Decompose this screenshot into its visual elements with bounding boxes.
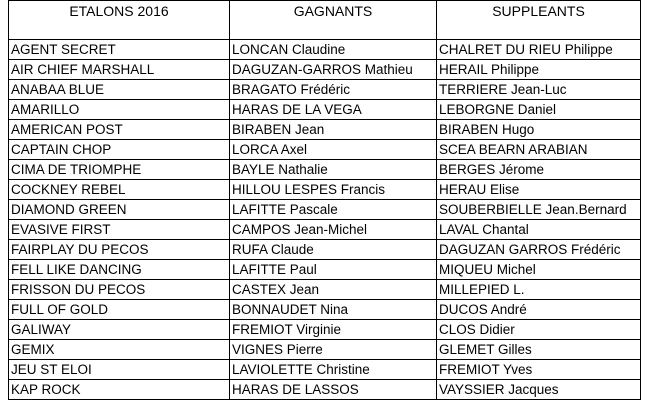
- cell-suppleant: DUCOS André: [437, 300, 641, 320]
- table-row: [9, 280, 641, 300]
- cell-suppleant: SCEA BEARN ARABIAN: [437, 140, 641, 160]
- cell-etalon: COCKNEY REBEL: [9, 180, 230, 200]
- table-row: [9, 200, 641, 220]
- cell-etalon: AGENT SECRET: [9, 40, 230, 60]
- table-row: [9, 220, 641, 240]
- cell-etalon: ANABAA BLUE: [9, 80, 230, 100]
- cell-gagnant: HILLOU LESPES Francis: [230, 180, 437, 200]
- cell-suppleant: FREMIOT Yves: [437, 360, 641, 380]
- header-gagnants: GAGNANTS: [230, 1, 437, 40]
- cell-gagnant: CASTEX Jean: [230, 280, 437, 300]
- cell-gagnant: BRAGATO Frédéric: [230, 80, 437, 100]
- cell-suppleant: GLEMET Gilles: [437, 340, 641, 360]
- table-row: [9, 140, 641, 160]
- table-body: [9, 40, 641, 400]
- table-row: [9, 180, 641, 200]
- cell-etalon: AIR CHIEF MARSHALL: [9, 60, 230, 80]
- cell-gagnant: LAFITTE Paul: [230, 260, 437, 280]
- cell-suppleant: LAVAL Chantal: [437, 220, 641, 240]
- table-row: [9, 120, 641, 140]
- cell-gagnant: VIGNES Pierre: [230, 340, 437, 360]
- cell-suppleant: SOUBERBIELLE Jean.Bernard: [437, 200, 641, 220]
- table-row: [9, 160, 641, 180]
- table-row: [9, 300, 641, 320]
- cell-suppleant: BIRABEN Hugo: [437, 120, 641, 140]
- cell-gagnant: DAGUZAN-GARROS Mathieu: [230, 60, 437, 80]
- cell-suppleant: TERRIERE Jean-Luc: [437, 80, 641, 100]
- table-row: [9, 380, 641, 400]
- cell-etalon: FAIRPLAY DU PECOS: [9, 240, 230, 260]
- cell-suppleant: MILLEPIED L.: [437, 280, 641, 300]
- cell-suppleant: HERAU Elise: [437, 180, 641, 200]
- cell-gagnant: HARAS DE LA VEGA: [230, 100, 437, 120]
- header-suppleants: SUPPLEANTS: [437, 1, 641, 40]
- cell-gagnant: LAFITTE Pascale: [230, 200, 437, 220]
- cell-gagnant: LONCAN Claudine: [230, 40, 437, 60]
- cell-suppleant: CLOS Didier: [437, 320, 641, 340]
- cell-gagnant: FREMIOT Virginie: [230, 320, 437, 340]
- cell-gagnant: CAMPOS Jean-Michel: [230, 220, 437, 240]
- cell-gagnant: LORCA Axel: [230, 140, 437, 160]
- cell-suppleant: MIQUEU Michel: [437, 260, 641, 280]
- cell-etalon: FELL LIKE DANCING: [9, 260, 230, 280]
- cell-etalon: CAPTAIN CHOP: [9, 140, 230, 160]
- table-row: [9, 240, 641, 260]
- cell-gagnant: HARAS DE LASSOS: [230, 380, 437, 400]
- table-row: [9, 320, 641, 340]
- stallions-table: [8, 0, 641, 400]
- cell-suppleant: HERAIL Philippe: [437, 60, 641, 80]
- table-row: [9, 260, 641, 280]
- cell-etalon: GEMIX: [9, 340, 230, 360]
- cell-etalon: FULL OF GOLD: [9, 300, 230, 320]
- cell-suppleant: BERGES Jérome: [437, 160, 641, 180]
- cell-etalon: GALIWAY: [9, 320, 230, 340]
- cell-etalon: EVASIVE FIRST: [9, 220, 230, 240]
- cell-suppleant: CHALRET DU RIEU Philippe: [437, 40, 641, 60]
- cell-etalon: JEU ST ELOI: [9, 360, 230, 380]
- cell-suppleant: LEBORGNE Daniel: [437, 100, 641, 120]
- cell-suppleant: VAYSSIER Jacques: [437, 380, 641, 400]
- cell-etalon: AMARILLO: [9, 100, 230, 120]
- cell-etalon: AMERICAN POST: [9, 120, 230, 140]
- cell-etalon: CIMA DE TRIOMPHE: [9, 160, 230, 180]
- cell-gagnant: BONNAUDET Nina: [230, 300, 437, 320]
- table-row: [9, 80, 641, 100]
- cell-etalon: KAP ROCK: [9, 380, 230, 400]
- table-row: [9, 360, 641, 380]
- header-etalons: ETALONS 2016: [9, 1, 230, 40]
- table-row: [9, 40, 641, 60]
- cell-etalon: DIAMOND GREEN: [9, 200, 230, 220]
- table-header-row: [9, 1, 641, 40]
- table-row: [9, 60, 641, 80]
- cell-gagnant: BAYLE Nathalie: [230, 160, 437, 180]
- cell-gagnant: LAVIOLETTE Christine: [230, 360, 437, 380]
- table-row: [9, 340, 641, 360]
- cell-gagnant: BIRABEN Jean: [230, 120, 437, 140]
- table-row: [9, 100, 641, 120]
- cell-gagnant: RUFA Claude: [230, 240, 437, 260]
- cell-suppleant: DAGUZAN GARROS Frédéric: [437, 240, 641, 260]
- cell-etalon: FRISSON DU PECOS: [9, 280, 230, 300]
